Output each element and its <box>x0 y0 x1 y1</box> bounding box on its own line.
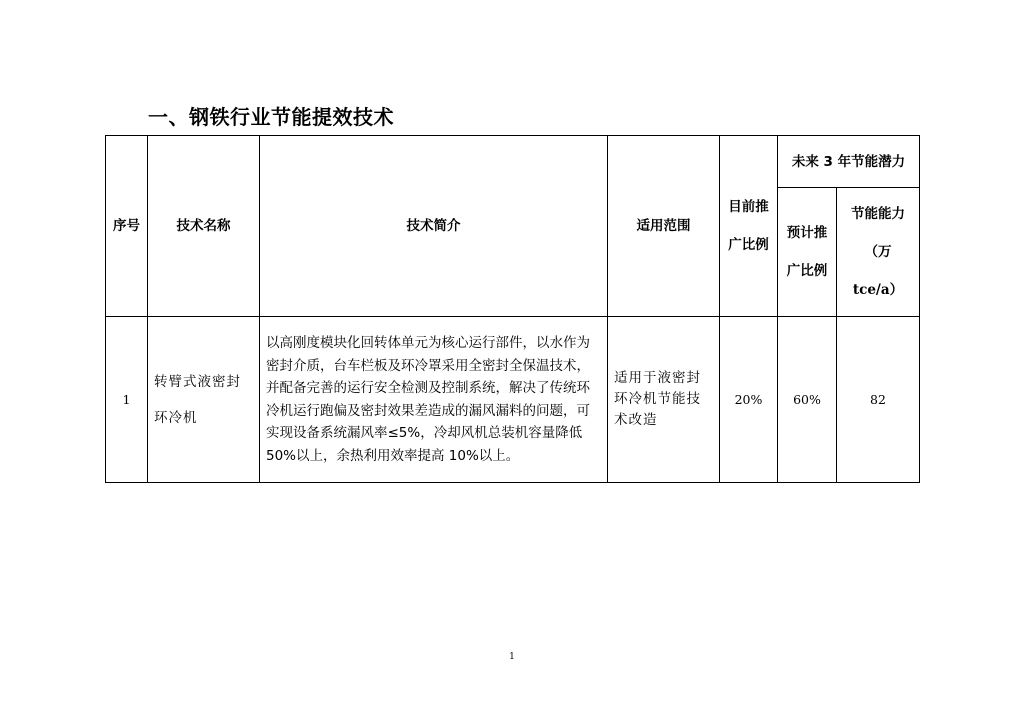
header-future-ratio <box>778 188 837 317</box>
row-capacity: 82 <box>837 317 920 483</box>
table-row <box>106 317 920 483</box>
header-current-ratio-line2: 广比例 <box>728 237 769 253</box>
table-header-row <box>106 136 920 188</box>
row-tech-name-line1: 转臂式液密封 <box>154 373 241 390</box>
row-future-ratio: 60% <box>778 317 837 483</box>
header-future-ratio-line1: 预计推 <box>786 225 828 241</box>
header-intro: 技术简介 <box>260 136 608 317</box>
technology-table <box>105 135 920 483</box>
row-tech-name <box>148 317 260 483</box>
header-capacity-line1: 节能能力 <box>851 206 905 222</box>
row-current-ratio: 20% <box>720 317 778 483</box>
header-future-ratio-line2: 广比例 <box>786 263 828 279</box>
header-capacity <box>837 188 920 317</box>
page-number: 1 <box>509 652 515 662</box>
row-tech-name-line2: 环冷机 <box>154 409 198 426</box>
header-scope: 适用范围 <box>608 136 720 317</box>
header-name: 技术名称 <box>148 136 260 317</box>
section-title: 一、钢铁行业节能提效技术 <box>148 105 394 129</box>
row-tech-intro: 以高刚度模块化回转体单元为核心运行部件，以水作为密封介质，台车栏板及环冷罩采用全密封全保温技术，并配备完善的运行安全检测及控制系统，解决了传统环冷机运行跑偏及密封效果差造成的漏风漏料的问题，可实现设备系统漏风率≤5%，冷却风机总装机容量降低 50%以上，余热利用效率提高 10%以上。 <box>260 317 608 483</box>
header-current-ratio-line1: 目前推 <box>728 199 769 215</box>
row-seq: 1 <box>106 317 148 483</box>
row-scope: 适用于液密封环冷机节能技术改造 <box>608 317 720 483</box>
header-seq: 序号 <box>106 136 148 317</box>
header-capacity-line3: tce/a） <box>852 282 904 298</box>
header-future-group: 未来 3 年节能潜力 <box>778 136 920 188</box>
header-capacity-line2: （万 <box>864 244 892 260</box>
header-current-ratio <box>720 136 778 317</box>
